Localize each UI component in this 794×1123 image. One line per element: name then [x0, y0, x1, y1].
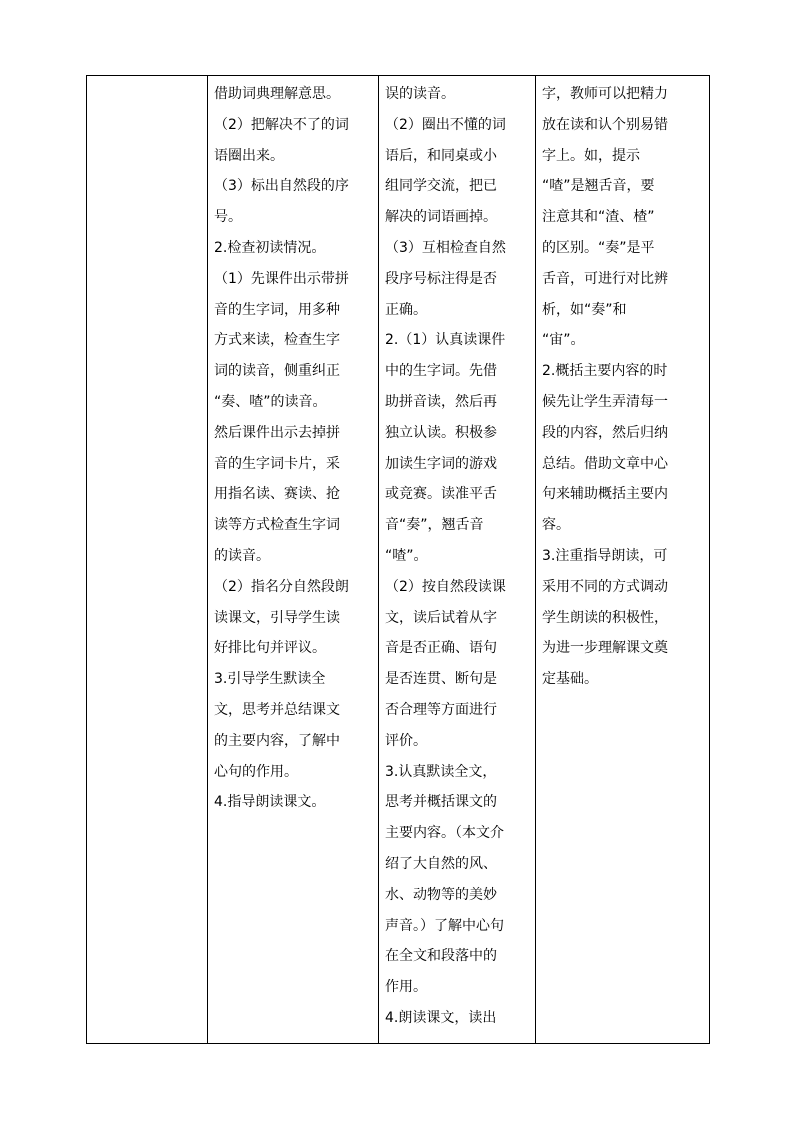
- text-line: 为进一步理解课文奠: [542, 640, 668, 657]
- text-line: “喳”是翘舌音，要: [542, 178, 655, 195]
- text-line: 2.检查初读情况。: [214, 239, 326, 256]
- text-line: 解决的词语画掉。: [385, 209, 497, 226]
- text-line: 的区别。“奏”是平: [542, 239, 655, 256]
- text-line: “宙”。: [542, 332, 585, 349]
- text-line: 否合理等方面进行: [385, 701, 497, 718]
- text-line: 语圈出来。: [214, 147, 284, 164]
- text-line: 的主要内容，了解中: [214, 732, 340, 749]
- text-line: （2）按自然段读课: [385, 578, 506, 595]
- student-activity-cell: [379, 76, 536, 1044]
- text-line: 文，思考并总结课文: [214, 701, 340, 718]
- text-line: 独立认读。积极参: [385, 424, 497, 441]
- text-line: 定基础。: [542, 671, 598, 688]
- text-line: 4.朗读课文，读出: [385, 1009, 497, 1026]
- text-line: 字上。如，提示: [542, 147, 640, 164]
- text-line: 借助词典理解意思。: [214, 86, 340, 102]
- text-line: 词的读音，侧重纠正: [214, 363, 340, 380]
- text-line: 舌音，可进行对比辨: [542, 270, 668, 287]
- text-line: 总结。借助文章中心: [542, 455, 668, 472]
- text-line: 段序号标注得是否: [385, 270, 497, 287]
- text-line: 号。: [214, 209, 242, 226]
- text-line: 水、动物等的美妙: [385, 886, 497, 903]
- text-line: 文，读后试着从字: [385, 609, 497, 626]
- text-line: 4.指导朗读课文。: [214, 794, 326, 811]
- text-line: 2.（1）认真读课件: [385, 332, 506, 349]
- text-line: 然后课件出示去掉拼: [214, 424, 340, 441]
- text-line: 中的生字词。先借: [385, 363, 497, 380]
- text-line: 组同学交流，把已: [385, 178, 497, 195]
- text-line: 心句的作用。: [214, 763, 298, 780]
- text-line: 加读生字词的游戏: [385, 455, 497, 472]
- text-line: 音的生字词，用多种: [214, 301, 340, 318]
- text-line: 语后，和同桌或小: [385, 147, 497, 164]
- text-line: 采用不同的方式调动: [542, 578, 668, 595]
- text-line: 放在读和认个别易错: [542, 116, 668, 133]
- text-line: 3.引导学生默读全: [214, 671, 326, 688]
- text-line: 注意其和“渣、楂”: [542, 209, 655, 226]
- text-line: （3）标出自然段的序: [214, 178, 349, 195]
- lesson-plan-table: [86, 75, 710, 1044]
- text-line: 正确。: [385, 301, 427, 318]
- text-line: “奏、喳”的读音。: [214, 393, 327, 410]
- teacher-activity-text: [208, 76, 378, 818]
- teacher-activity-cell: [208, 76, 379, 1044]
- stage-cell: [87, 76, 208, 1044]
- text-line: （1）先课件出示带拼: [214, 270, 349, 287]
- text-line: 候先让学生弄清每一: [542, 393, 668, 410]
- text-line: 3.认真默读全文，: [385, 763, 497, 780]
- text-line: 或竞赛。读准平舌: [385, 486, 497, 503]
- text-line: 学生朗读的积极性，: [542, 609, 668, 626]
- text-line: 误的读音。: [385, 86, 455, 102]
- text-line: 3.注重指导朗读，可: [542, 547, 668, 564]
- text-line: 声音。）了解中心句: [385, 917, 504, 934]
- text-line: 用指名读、赛读、抢: [214, 486, 340, 503]
- text-line: 是否连贯、断句是: [385, 671, 497, 688]
- text-line: 读等方式检查生字词: [214, 517, 340, 534]
- text-line: 字，教师可以把精力: [542, 86, 668, 102]
- text-line: 绍了大自然的风、: [385, 855, 497, 872]
- text-line: 好排比句并评议。: [214, 640, 326, 657]
- text-line: 段的内容，然后归纳: [542, 424, 668, 441]
- text-line: 2.概括主要内容的时: [542, 363, 668, 380]
- table-row: [87, 76, 710, 1044]
- text-line: “喳”。: [385, 547, 428, 564]
- text-line: 助拼音读，然后再: [385, 393, 497, 410]
- text-line: 在全文和段落中的: [385, 948, 497, 965]
- text-line: （2）指名分自然段朗: [214, 578, 349, 595]
- stage-text: [87, 76, 207, 79]
- design-intent-cell: [536, 76, 710, 1044]
- text-line: 容。: [542, 517, 570, 534]
- text-line: 读课文，引导学生读: [214, 609, 340, 626]
- design-intent-text: [536, 76, 709, 695]
- text-line: 方式来读，检查生字: [214, 332, 340, 349]
- text-line: 音的生字词卡片，采: [214, 455, 340, 472]
- text-line: 析，如“奏”和: [542, 301, 627, 318]
- text-line: （2）圈出不懂的词: [385, 116, 506, 133]
- text-line: 的读音。: [214, 547, 270, 564]
- text-line: 音是否正确、语句: [385, 640, 497, 657]
- text-line: 作用。: [385, 979, 427, 996]
- text-line: 思考并概括课文的: [385, 794, 497, 811]
- text-line: 音“奏”，翘舌音: [385, 517, 484, 534]
- text-line: 评价。: [385, 732, 427, 749]
- student-activity-text: [379, 76, 535, 1034]
- text-line: （3）互相检查自然: [385, 239, 506, 256]
- text-line: （2）把解决不了的词: [214, 116, 349, 133]
- text-line: 主要内容。（本文介: [385, 825, 504, 842]
- text-line: 句来辅助概括主要内: [542, 486, 668, 503]
